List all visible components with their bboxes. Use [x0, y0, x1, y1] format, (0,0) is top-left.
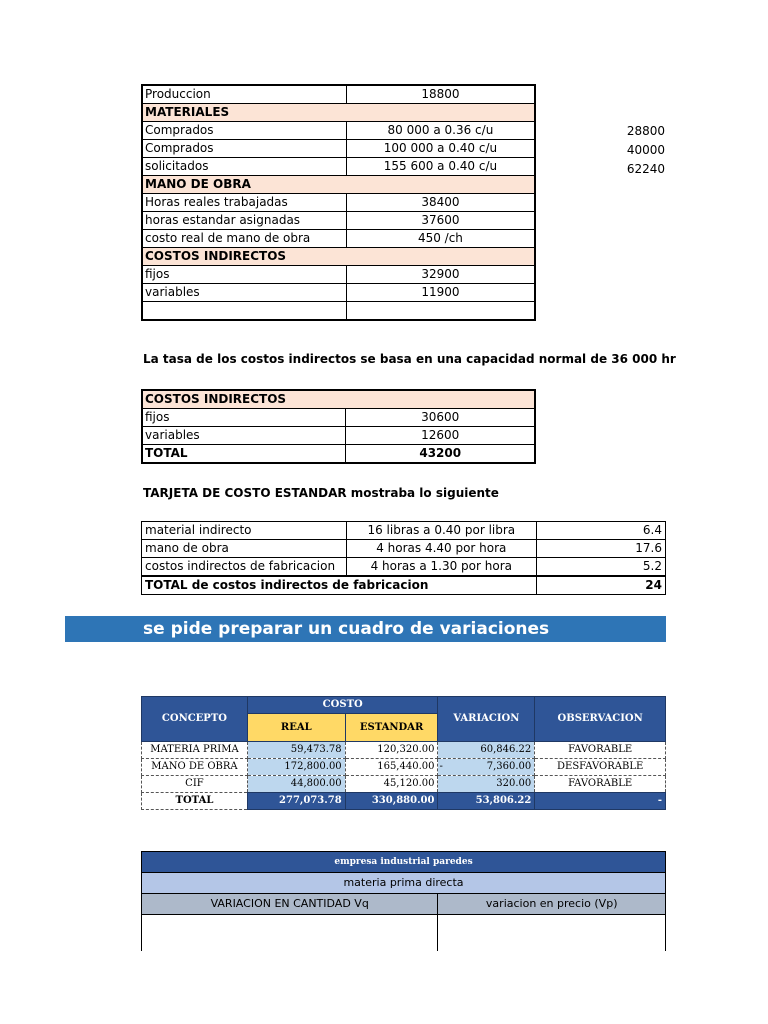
- table-row: [142, 158, 535, 176]
- real-cell: 44,800.00: [247, 776, 345, 793]
- std-value: 6.4: [536, 522, 665, 540]
- overhead-label: variables: [142, 427, 346, 445]
- variacion-cell: 320.00: [438, 776, 535, 793]
- concepto-cell: MANO DE OBRA: [142, 759, 248, 776]
- col-observacion: OBSERVACION: [535, 697, 666, 742]
- side-total: 40000: [626, 143, 665, 157]
- production-table: [141, 84, 536, 321]
- total-variacion: 53,806.22: [438, 793, 535, 810]
- observacion-cell: DESFAVORABLE: [535, 759, 666, 776]
- variacion-cell: 60,846.22: [438, 742, 535, 759]
- estandar-cell: 165,440.00: [345, 759, 438, 776]
- company-subtitle: materia prima directa: [142, 873, 666, 894]
- variance-table: [141, 696, 666, 810]
- row-label: Comprados: [142, 122, 346, 140]
- row-label: Comprados: [142, 140, 346, 158]
- table-row: [142, 140, 535, 158]
- row-value: 450 /ch: [346, 230, 535, 248]
- std-value: 5.2: [536, 558, 665, 577]
- standard-card-note: TARJETA DE COSTO ESTANDAR mostraba lo siguiente: [143, 486, 499, 500]
- std-desc: 4 horas 4.40 por hora: [346, 540, 536, 558]
- section-header: MANO DE OBRA: [142, 176, 535, 194]
- row-label: horas estandar asignadas: [142, 212, 346, 230]
- col-estandar: ESTANDAR: [345, 714, 438, 742]
- table-row: [142, 85, 535, 104]
- row-value: 11900: [346, 284, 535, 302]
- table-row: [142, 122, 535, 140]
- row-label: Produccion: [142, 85, 346, 104]
- row-value: 37600: [346, 212, 535, 230]
- std-value: 17.6: [536, 540, 665, 558]
- company-title: empresa industrial paredes: [142, 852, 666, 873]
- col-costo: COSTO: [247, 697, 438, 714]
- total-label: TOTAL: [142, 793, 248, 810]
- total-real: 277,073.78: [247, 793, 345, 810]
- overhead-header: COSTOS INDIRECTOS: [142, 390, 535, 409]
- row-label: solicitados: [142, 158, 346, 176]
- table-row: [142, 302, 535, 321]
- row-label: fijos: [142, 266, 346, 284]
- price-variance-cell: [438, 915, 666, 952]
- row-value: 100 000 a 0.40 c/u: [346, 140, 535, 158]
- variacion-cell: [438, 759, 535, 776]
- row-label: variables: [142, 284, 346, 302]
- std-desc: 16 libras a 0.40 por libra: [346, 522, 536, 540]
- company-table: [141, 851, 666, 951]
- table-row: [142, 194, 535, 212]
- row-label: Horas reales trabajadas: [142, 194, 346, 212]
- real-cell: 172,800.00: [247, 759, 345, 776]
- row-value: 80 000 a 0.36 c/u: [346, 122, 535, 140]
- std-label: material indirecto: [142, 522, 347, 540]
- std-total-label: TOTAL de costos indirectos de fabricacion: [142, 576, 537, 595]
- row-value: 38400: [346, 194, 535, 212]
- side-total: 62240: [626, 162, 665, 176]
- estandar-cell: 45,120.00: [345, 776, 438, 793]
- observacion-cell: FAVORABLE: [535, 776, 666, 793]
- negative-sign: -: [439, 761, 443, 772]
- std-label: costos indirectos de fabricacion: [142, 558, 347, 577]
- table-row: [142, 212, 535, 230]
- row-value: 155 600 a 0.40 c/u: [346, 158, 535, 176]
- col-real: REAL: [247, 714, 345, 742]
- overhead-table: [141, 389, 536, 464]
- observacion-cell: FAVORABLE: [535, 742, 666, 759]
- section-header: COSTOS INDIRECTOS: [142, 248, 535, 266]
- row-value: [346, 302, 535, 321]
- table-row: [142, 742, 666, 759]
- overhead-total-value: 43200: [346, 445, 535, 464]
- total-observacion: -: [535, 793, 666, 810]
- section-header-row: [142, 104, 535, 122]
- variacion-value: 7,360.00: [486, 761, 532, 772]
- table-row: [142, 759, 666, 776]
- total-estandar: 330,880.00: [345, 793, 438, 810]
- section-header-row: [142, 176, 535, 194]
- qty-variance-cell: [142, 915, 438, 952]
- std-label: mano de obra: [142, 540, 347, 558]
- section-header: MATERIALES: [142, 104, 535, 122]
- col-variacion: VARIACION: [438, 697, 535, 742]
- capacity-note: La tasa de los costos indirectos se basa en una capacidad normal de 36 000 hr: [143, 352, 676, 366]
- side-total: 28800: [626, 124, 665, 138]
- overhead-total-label: TOTAL: [142, 445, 346, 464]
- table-row: [142, 230, 535, 248]
- qty-variance-header: VARIACION EN CANTIDAD Vq: [142, 894, 438, 915]
- price-variance-header: variacion en precio (Vp): [438, 894, 666, 915]
- estandar-cell: 120,320.00: [345, 742, 438, 759]
- row-label: costo real de mano de obra: [142, 230, 346, 248]
- total-row: [142, 793, 666, 810]
- table-row: [142, 284, 535, 302]
- variance-banner: se pide preparar un cuadro de variaciones: [65, 616, 666, 642]
- table-row: [142, 266, 535, 284]
- overhead-value: 30600: [346, 409, 535, 427]
- concepto-cell: MATERIA PRIMA: [142, 742, 248, 759]
- row-label: [142, 302, 346, 321]
- row-value: 32900: [346, 266, 535, 284]
- std-desc: 4 horas a 1.30 por hora: [346, 558, 536, 577]
- standard-cost-table: [141, 521, 666, 595]
- row-value: 18800: [346, 85, 535, 104]
- overhead-label: fijos: [142, 409, 346, 427]
- overhead-value: 12600: [346, 427, 535, 445]
- col-concepto: CONCEPTO: [142, 697, 248, 742]
- real-cell: 59,473.78: [247, 742, 345, 759]
- concepto-cell: CIF: [142, 776, 248, 793]
- table-row: [142, 776, 666, 793]
- section-header-row: [142, 248, 535, 266]
- std-total-value: 24: [536, 576, 665, 595]
